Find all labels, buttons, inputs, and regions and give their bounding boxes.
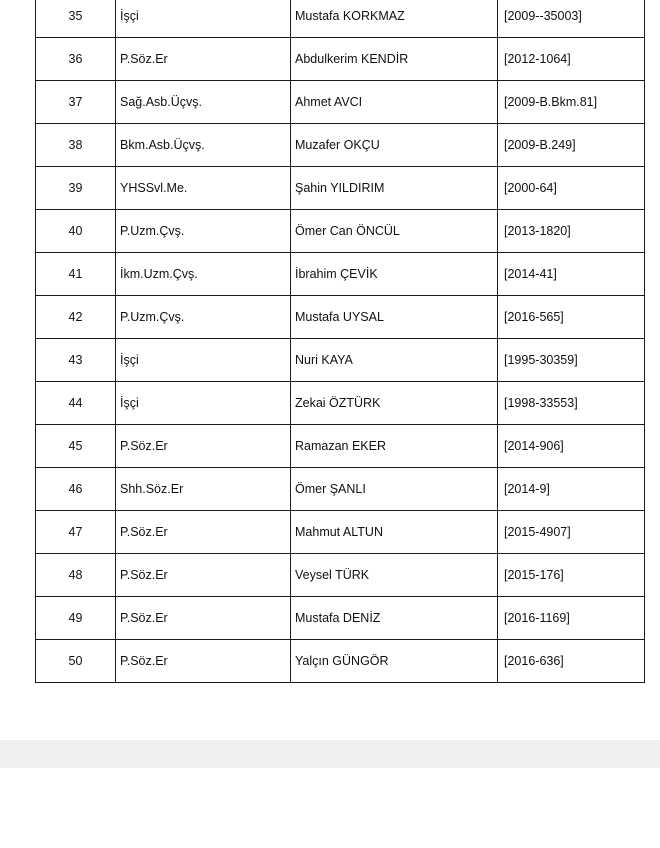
full-name-cell: Şahin YILDIRIM [291, 167, 498, 210]
rank-cell: P.Söz.Er [116, 38, 291, 81]
row-number-cell: 46 [36, 468, 116, 511]
rank-cell: P.Söz.Er [116, 425, 291, 468]
rank-cell: P.Uzm.Çvş. [116, 296, 291, 339]
table-row [36, 253, 645, 296]
table-row [36, 382, 645, 425]
table-row [36, 167, 645, 210]
full-name-cell: Ahmet AVCI [291, 81, 498, 124]
full-name-cell: Yalçın GÜNGÖR [291, 640, 498, 683]
registry-id-cell: [2016-1169] [498, 597, 645, 640]
row-number-cell: 47 [36, 511, 116, 554]
row-number-cell: 50 [36, 640, 116, 683]
full-name-cell: Ömer ŞANLI [291, 468, 498, 511]
full-name-cell: Mustafa KORKMAZ [291, 0, 498, 38]
full-name-cell: Ömer Can ÖNCÜL [291, 210, 498, 253]
rank-cell: Shh.Söz.Er [116, 468, 291, 511]
rank-cell: İşçi [116, 339, 291, 382]
rank-cell: Bkm.Asb.Üçvş. [116, 124, 291, 167]
row-number-cell: 35 [36, 0, 116, 38]
row-number-cell: 43 [36, 339, 116, 382]
registry-id-cell: [2016-565] [498, 296, 645, 339]
table-row [36, 640, 645, 683]
rank-cell: İşçi [116, 382, 291, 425]
registry-id-cell: [2015-176] [498, 554, 645, 597]
table-row [36, 339, 645, 382]
full-name-cell: Nuri KAYA [291, 339, 498, 382]
table-row [36, 468, 645, 511]
row-number-cell: 42 [36, 296, 116, 339]
full-name-cell: Ramazan EKER [291, 425, 498, 468]
row-number-cell: 41 [36, 253, 116, 296]
registry-id-cell: [2016-636] [498, 640, 645, 683]
registry-id-cell: [2014-9] [498, 468, 645, 511]
registry-id-cell: [2009-B.249] [498, 124, 645, 167]
registry-id-cell: [2014-41] [498, 253, 645, 296]
registry-id-cell: [1995-30359] [498, 339, 645, 382]
rank-cell: P.Söz.Er [116, 511, 291, 554]
row-number-cell: 44 [36, 382, 116, 425]
rank-cell: P.Söz.Er [116, 640, 291, 683]
registry-id-cell: [2009--35003] [498, 0, 645, 38]
registry-id-cell: [2015-4907] [498, 511, 645, 554]
row-number-cell: 38 [36, 124, 116, 167]
page-footer-band [0, 740, 660, 768]
row-number-cell: 40 [36, 210, 116, 253]
row-number-cell: 48 [36, 554, 116, 597]
personnel-table-body [36, 0, 645, 683]
registry-id-cell: [2009-B.Bkm.81] [498, 81, 645, 124]
table-row [36, 554, 645, 597]
rank-cell: P.Uzm.Çvş. [116, 210, 291, 253]
full-name-cell: Mahmut ALTUN [291, 511, 498, 554]
registry-id-cell: [2014-906] [498, 425, 645, 468]
registry-id-cell: [1998-33553] [498, 382, 645, 425]
table-row [36, 425, 645, 468]
full-name-cell: Mustafa DENİZ [291, 597, 498, 640]
registry-id-cell: [2012-1064] [498, 38, 645, 81]
personnel-table [35, 0, 645, 683]
full-name-cell: Veysel TÜRK [291, 554, 498, 597]
rank-cell: P.Söz.Er [116, 597, 291, 640]
rank-cell: P.Söz.Er [116, 554, 291, 597]
table-row [36, 124, 645, 167]
table-row [36, 0, 645, 38]
full-name-cell: Mustafa UYSAL [291, 296, 498, 339]
registry-id-cell: [2000-64] [498, 167, 645, 210]
full-name-cell: Abdulkerim KENDİR [291, 38, 498, 81]
rank-cell: İşçi [116, 0, 291, 38]
rank-cell: YHSSvl.Me. [116, 167, 291, 210]
table-row [36, 38, 645, 81]
registry-id-cell: [2013-1820] [498, 210, 645, 253]
full-name-cell: Zekai ÖZTÜRK [291, 382, 498, 425]
table-row [36, 296, 645, 339]
rank-cell: Sağ.Asb.Üçvş. [116, 81, 291, 124]
row-number-cell: 45 [36, 425, 116, 468]
rank-cell: İkm.Uzm.Çvş. [116, 253, 291, 296]
row-number-cell: 36 [36, 38, 116, 81]
row-number-cell: 49 [36, 597, 116, 640]
table-row [36, 81, 645, 124]
table-row [36, 597, 645, 640]
row-number-cell: 37 [36, 81, 116, 124]
table-row [36, 210, 645, 253]
full-name-cell: İbrahim ÇEVİK [291, 253, 498, 296]
row-number-cell: 39 [36, 167, 116, 210]
full-name-cell: Muzafer OKÇU [291, 124, 498, 167]
table-row [36, 511, 645, 554]
